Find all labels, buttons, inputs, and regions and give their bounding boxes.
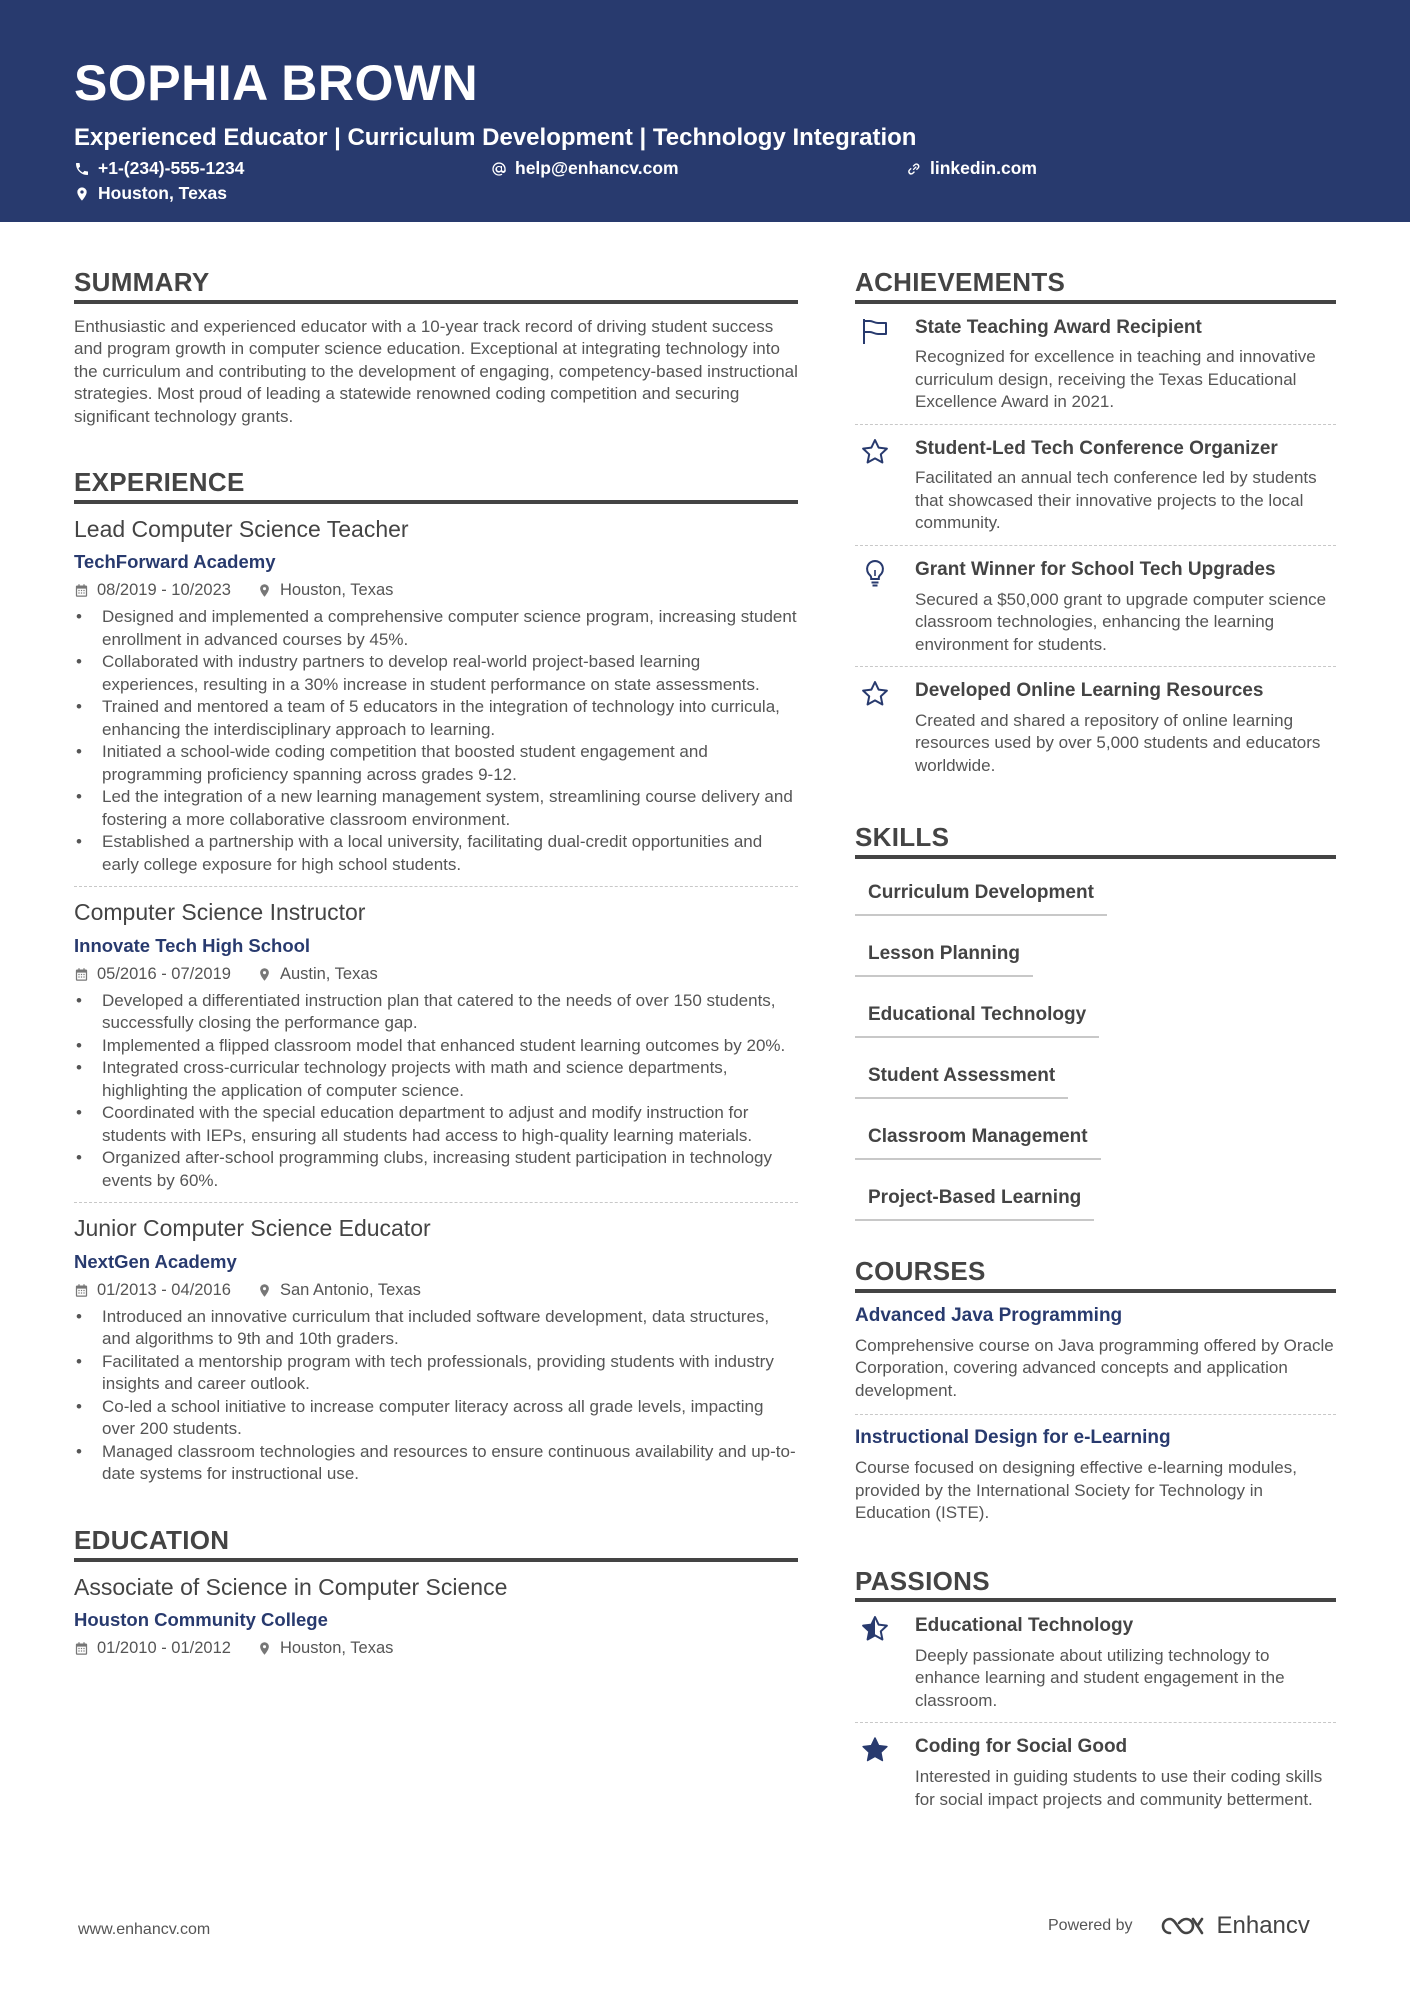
job-dates [74, 581, 231, 600]
skill-tag: Curriculum Development [855, 869, 1107, 916]
bullet-item: • Led the integration of a new learning management system, streamlining course delivery and fostering a more collaborative classroom environment. [74, 786, 798, 831]
skills-heading: SKILLS [855, 823, 1336, 859]
education-heading: EDUCATION [74, 1526, 798, 1562]
job-bullets [74, 990, 798, 1193]
job-meta [74, 965, 798, 984]
phone-icon [74, 161, 90, 177]
achievement-title: Grant Winner for School Tech Upgrades [915, 558, 1276, 580]
job-title: Computer Science Instructor [74, 899, 366, 926]
location-pin-icon [74, 186, 90, 202]
location-pin-icon [257, 1641, 272, 1656]
summary-heading: SUMMARY [74, 268, 798, 304]
resume-header [0, 0, 1410, 222]
summary-text: Enthusiastic and experienced educator with a 10-year track record of driving student success and program growth in computer science education. Exceptional at integrating technology into the curriculum and contributing to the development of engaging, competency-based instructional strategies. Most proud of leading a statewide renowned coding competition and securing significant technology grants. [74, 316, 798, 426]
infinity-logo-icon [1159, 1913, 1207, 1939]
achievement-desc: Created and shared a repository of online learning resources used by over 5,000 students and educators worldwide. [915, 710, 1321, 775]
email-text: help@enhancv.com [515, 158, 679, 178]
job-entry [74, 516, 798, 888]
experience-heading: EXPERIENCE [74, 468, 798, 504]
location-text: Houston, Texas [279, 581, 394, 600]
bullet-item: • Developed a differentiated instruction plan that catered to the needs of over 150 students, successfully closing the performance gap. [74, 990, 798, 1035]
enhancv-logo[interactable] [1159, 1912, 1310, 1940]
calendar-icon [74, 1283, 89, 1298]
achievement-desc: Secured a $50,000 grant to upgrade computer science classroom technologies, enhancing the learning environment for students. [915, 589, 1327, 654]
achievement-item [855, 304, 1336, 425]
passion-desc: Deeply passionate about utilizing technology to enhance learning and student engagement in the classroom. [915, 1645, 1285, 1710]
location-text: Austin, Texas [279, 964, 378, 983]
dates-text: 01/2010 - 01/2012 [97, 1639, 231, 1658]
achievements-section [855, 268, 1336, 787]
courses-heading: COURSES [855, 1257, 1336, 1293]
contact-location [74, 183, 227, 204]
skill-tag: Project-Based Learning [855, 1174, 1094, 1221]
job-company: NextGen Academy [74, 1250, 237, 1272]
education-meta [74, 1639, 798, 1658]
calendar-icon [74, 1641, 89, 1656]
right-column [855, 268, 1336, 1821]
contact-phone [74, 158, 244, 179]
bullet-item: • Co-led a school initiative to increase computer literacy across all grade levels, impacting over 200 students. [74, 1396, 798, 1441]
bullet-item: • Designed and implemented a comprehensive computer science program, increasing student enrollment in advanced courses by 45%. [74, 606, 798, 651]
courses-section [855, 1257, 1336, 1537]
achievement-title: Developed Online Learning Resources [915, 680, 1264, 702]
dates-text: 08/2019 - 10/2023 [97, 581, 231, 600]
bullet-item: • Initiated a school-wide coding competition that boosted student engagement and programming proficiency spanning across grades 9-12. [74, 741, 798, 786]
job-meta [74, 1281, 798, 1300]
skill-tag: Educational Technology [855, 991, 1099, 1038]
bullet-item: • Implemented a flipped classroom model that enhanced student learning outcomes by 20%. [74, 1035, 798, 1058]
bullet-item: • Managed classroom technologies and resources to ensure continuous availability and up-to-date systems for instructional use. [74, 1441, 798, 1486]
passion-desc: Interested in guiding students to use their coding skills for social impact projects and community betterment. [915, 1767, 1323, 1809]
achievement-title: Student-Led Tech Conference Organizer [915, 437, 1278, 459]
passion-icon-wrap [855, 1614, 895, 1712]
candidate-name: SOPHIA BROWN [74, 55, 479, 111]
star-half-icon [860, 1614, 890, 1644]
job-location [257, 965, 378, 984]
location-text: San Antonio, Texas [279, 1280, 421, 1299]
calendar-icon [74, 583, 89, 598]
footer-website[interactable]: www.enhancv.com [78, 1921, 211, 1938]
education-dates [74, 1639, 231, 1658]
bullet-item: • Facilitated a mentorship program with tech professionals, providing students with industry insights and career outlook. [74, 1351, 798, 1396]
job-location [257, 581, 393, 600]
location-text: Houston, Texas [98, 183, 228, 203]
ach-icon-wrap [855, 437, 895, 535]
phone-text: +1-(234)-555-1234 [98, 158, 245, 178]
job-bullets [74, 1306, 798, 1486]
passion-body [915, 1735, 1336, 1811]
passion-title: Coding for Social Good [915, 1736, 1128, 1758]
course-item [855, 1415, 1336, 1537]
location-pin-icon [257, 583, 272, 598]
passion-item [855, 1723, 1336, 1821]
job-dates [74, 1281, 231, 1300]
location-pin-icon [257, 1283, 272, 1298]
achievement-body [915, 679, 1336, 777]
achievement-item [855, 667, 1336, 787]
star-outline-icon [860, 679, 890, 709]
skill-tag: Classroom Management [855, 1113, 1101, 1160]
skills-section [855, 823, 1336, 1235]
experience-section [74, 468, 798, 1496]
bullet-item: • Organized after-school programming clubs, increasing student participation in technology events by 60%. [74, 1147, 798, 1192]
passion-title: Educational Technology [915, 1615, 1134, 1637]
ach-icon-wrap [855, 316, 895, 414]
bullet-item: • Collaborated with industry partners to develop real-world project-based learning experiences, resulting in a 30% increase in student performance on state assessments. [74, 651, 798, 696]
bullet-item: • Established a partnership with a local university, facilitating dual-credit opportunities and early college exposure for high school students. [74, 831, 798, 876]
powered-by-text: Powered by [1048, 1917, 1133, 1934]
lightbulb-icon [860, 558, 890, 588]
course-desc: Comprehensive course on Java programming offered by Oracle Corporation, covering advanced concepts and application development. [855, 1335, 1334, 1400]
calendar-icon [74, 967, 89, 982]
dates-text: 05/2016 - 07/2019 [97, 964, 231, 983]
job-company: TechForward Academy [74, 551, 276, 573]
degree-title: Associate of Science in Computer Science [74, 1573, 508, 1600]
bullet-item: • Integrated cross-curricular technology projects with math and science departments, highlighting the application of computer science. [74, 1057, 798, 1102]
course-desc: Course focused on designing effective e-learning modules, provided by the International Society for Technology in Education (ISTE). [855, 1458, 1297, 1523]
link-icon [906, 161, 922, 177]
bullet-item: • Coordinated with the special education department to adjust and modify instruction for students with IEPs, ensuring all students had access to high-quality learning materials. [74, 1102, 798, 1147]
skill-tag: Lesson Planning [855, 930, 1033, 977]
job-bullets [74, 606, 798, 876]
passion-item [855, 1602, 1336, 1723]
education-entry [74, 1574, 798, 1669]
achievements-heading: ACHIEVEMENTS [855, 268, 1336, 304]
job-title: Lead Computer Science Teacher [74, 515, 409, 542]
course-item [855, 1293, 1336, 1416]
star-filled-icon [860, 1735, 890, 1765]
achievement-body [915, 437, 1336, 535]
job-dates [74, 965, 231, 984]
contact-linkedin[interactable] [906, 158, 1037, 179]
achievement-item [855, 546, 1336, 667]
passion-icon-wrap [855, 1735, 895, 1811]
job-entry [74, 1215, 798, 1496]
education-location [257, 1639, 393, 1658]
location-pin-icon [257, 967, 272, 982]
linkedin-text: linkedin.com [930, 158, 1037, 178]
bullet-item: • Introduced an innovative curriculum that included software development, data structures, and algorithms to 9th and 10th graders. [74, 1306, 798, 1351]
at-sign-icon [491, 161, 507, 177]
job-location [257, 1281, 421, 1300]
education-section [74, 1526, 798, 1668]
achievement-body [915, 316, 1336, 414]
achievement-item [855, 425, 1336, 546]
location-text: Houston, Texas [279, 1639, 394, 1658]
dates-text: 01/2013 - 04/2016 [97, 1280, 231, 1299]
ach-icon-wrap [855, 679, 895, 777]
achievement-title: State Teaching Award Recipient [915, 316, 1202, 338]
brand-name: Enhancv [1216, 1912, 1310, 1939]
left-column [74, 268, 798, 1668]
skills-list [855, 869, 1336, 1235]
school-name: Houston Community College [74, 1609, 328, 1631]
job-company: Innovate Tech High School [74, 934, 311, 956]
ach-icon-wrap [855, 558, 895, 656]
footer-branding [1048, 1912, 1310, 1940]
flag-icon [860, 316, 890, 346]
achievement-desc: Facilitated an annual tech conference led by students that showcased their innovative projects to the local community. [915, 468, 1317, 533]
passion-body [915, 1614, 1336, 1712]
course-title: Advanced Java Programming [855, 1304, 1123, 1326]
summary-section [74, 268, 798, 428]
job-meta [74, 581, 798, 600]
passions-section [855, 1567, 1336, 1821]
bullet-item: • Trained and mentored a team of 5 educators in the integration of technology into curricula, enhancing the interdisciplinary approach to learning. [74, 696, 798, 741]
star-outline-icon [860, 437, 890, 467]
candidate-headline: Experienced Educator | Curriculum Development | Technology Integration [74, 124, 917, 151]
achievement-desc: Recognized for excellence in teaching and innovative curriculum design, receiving the Texas Educational Excellence Award in 2021. [915, 347, 1316, 412]
job-title: Junior Computer Science Educator [74, 1215, 431, 1242]
course-title: Instructional Design for e-Learning [855, 1427, 1171, 1449]
contact-email[interactable] [491, 158, 679, 179]
achievement-body [915, 558, 1336, 656]
job-entry [74, 899, 798, 1203]
contact-info [74, 158, 1336, 212]
skill-tag: Student Assessment [855, 1052, 1068, 1099]
passions-heading: PASSIONS [855, 1567, 1336, 1603]
